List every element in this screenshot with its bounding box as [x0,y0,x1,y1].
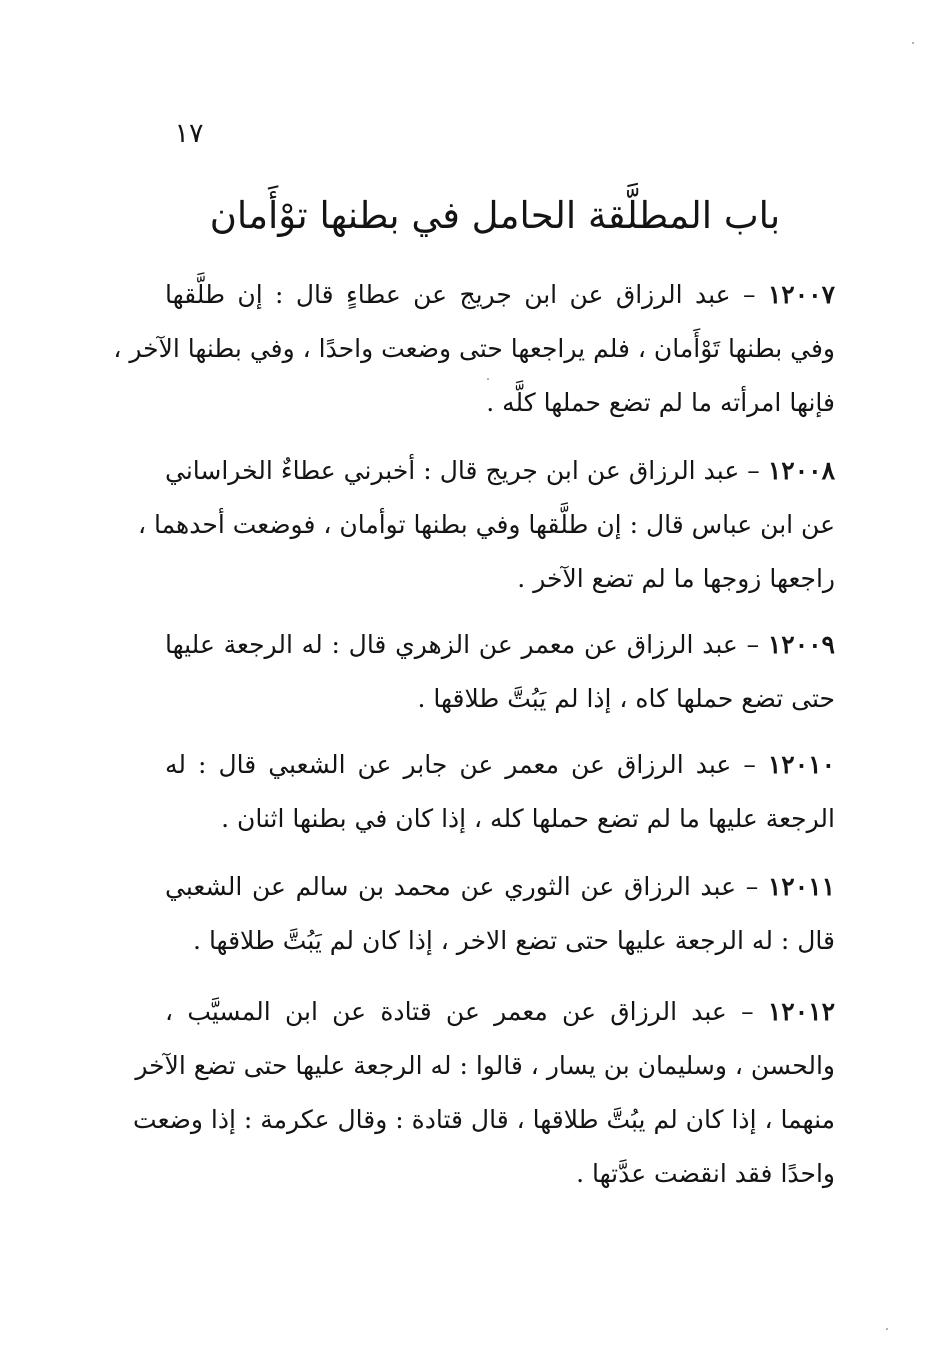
hadith-entry-12010 [165,738,835,846]
hadith-text: عبد الرزاق عن ابن جريج قال : أخبرني عطاءٌ الخراساني [165,456,740,485]
hadith-line: ١٢٠٠٧ – عبد الرزاق عن ابن جريج عن عطاءٍ قال : إن طلَّقها [165,280,835,309]
chapter-title: باب المطلَّقة الحامل في بطنها توْأَمان [209,194,781,237]
hadith-number: ١٢٠١٢ [767,997,835,1026]
hadith-entry-12011 [165,860,835,968]
hadith-line: حتى تضع حملها كاه ، إذا لم يَبُتَّ طلاقها . [417,684,835,713]
hadith-line: وفي بطنها تَوْأَمان ، فلم يراجعها حتى وضعت واحدًا ، وفي بطنها الآخر ، [113,334,835,363]
scan-speck [886,1328,888,1330]
hadith-number: ١٢٠٠٩ [767,630,835,659]
hadith-entry-12009 [165,618,835,726]
hadith-text: عبد الرزاق عن معمر عن قتادة عن ابن المسيَّب ، [165,997,727,1026]
hadith-line: واحدًا فقد انقضت عدَّتها . [576,1159,835,1188]
hadith-number: ١٢٠٠٧ [767,280,835,309]
hadith-text: عبد الرزاق عن معمر عن جابر عن الشعبي قال : له [165,750,732,779]
hadith-line: والحسن ، وسليمان بن يسار ، قالوا : له الرجعة عليها حتى تضع الآخر [135,1051,835,1080]
scan-speck [912,42,914,44]
hadith-text: عبد الرزاق عن معمر عن الزهري قال : له الرجعة عليها [165,630,738,659]
hadith-text: عبد الرزاق عن الثوري عن محمد بن سالم عن الشعبي [165,872,737,901]
hadith-number: ١٢٠١١ [767,872,835,901]
hadith-line: ١٢٠٠٩ – عبد الرزاق عن معمر عن الزهري قال : له الرجعة عليها [165,630,835,659]
hadith-entry-12008 [137,444,835,606]
scan-speck [487,378,489,380]
hadith-line: ١٢٠٠٨ – عبد الرزاق عن ابن جريج قال : أخبرني عطاءٌ الخراساني [165,456,835,485]
hadith-text: عبد الرزاق عن ابن جريج عن عطاءٍ قال : إن طلَّقها [165,280,731,309]
hadith-number: ١٢٠١٠ [767,750,835,779]
hadith-number: ١٢٠٠٨ [767,456,835,485]
hadith-line: ١٢٠١٢ – عبد الرزاق عن معمر عن قتادة عن ابن المسيَّب ، [165,997,835,1026]
hadith-line: راجعها زوجها ما لم تضع الآخر . [517,564,835,593]
hadith-line: قال : له الرجعة عليها حتى تضع الاخر ، إذا كان لم يَبُتَّ طلاقها . [193,926,835,955]
hadith-line: الرجعة عليها ما لم تضع حملها كله ، إذا كان في بطنها اثنان . [221,804,835,833]
hadith-line: ١٢٠١١ – عبد الرزاق عن الثوري عن محمد بن سالم عن الشعبي [165,872,835,901]
hadith-entry-12007 [113,268,835,430]
hadith-line: ١٢٠١٠ – عبد الرزاق عن معمر عن جابر عن الشعبي قال : له [165,750,835,779]
hadith-entry-12012 [133,985,835,1201]
hadith-line: عن ابن عباس قال : إن طلَّقها وفي بطنها توأمان ، فوضعت أحدهما ، [137,510,835,539]
hadith-line: منهما ، إذا كان لم يبُتَّ طلاقها ، قال قتادة : وقال عكرمة : إذا وضعت [133,1105,835,1134]
hadith-line: فإنها امرأته ما لم تضع حملها كلَّه . [486,388,835,417]
page-number: ١٧ [174,118,204,149]
